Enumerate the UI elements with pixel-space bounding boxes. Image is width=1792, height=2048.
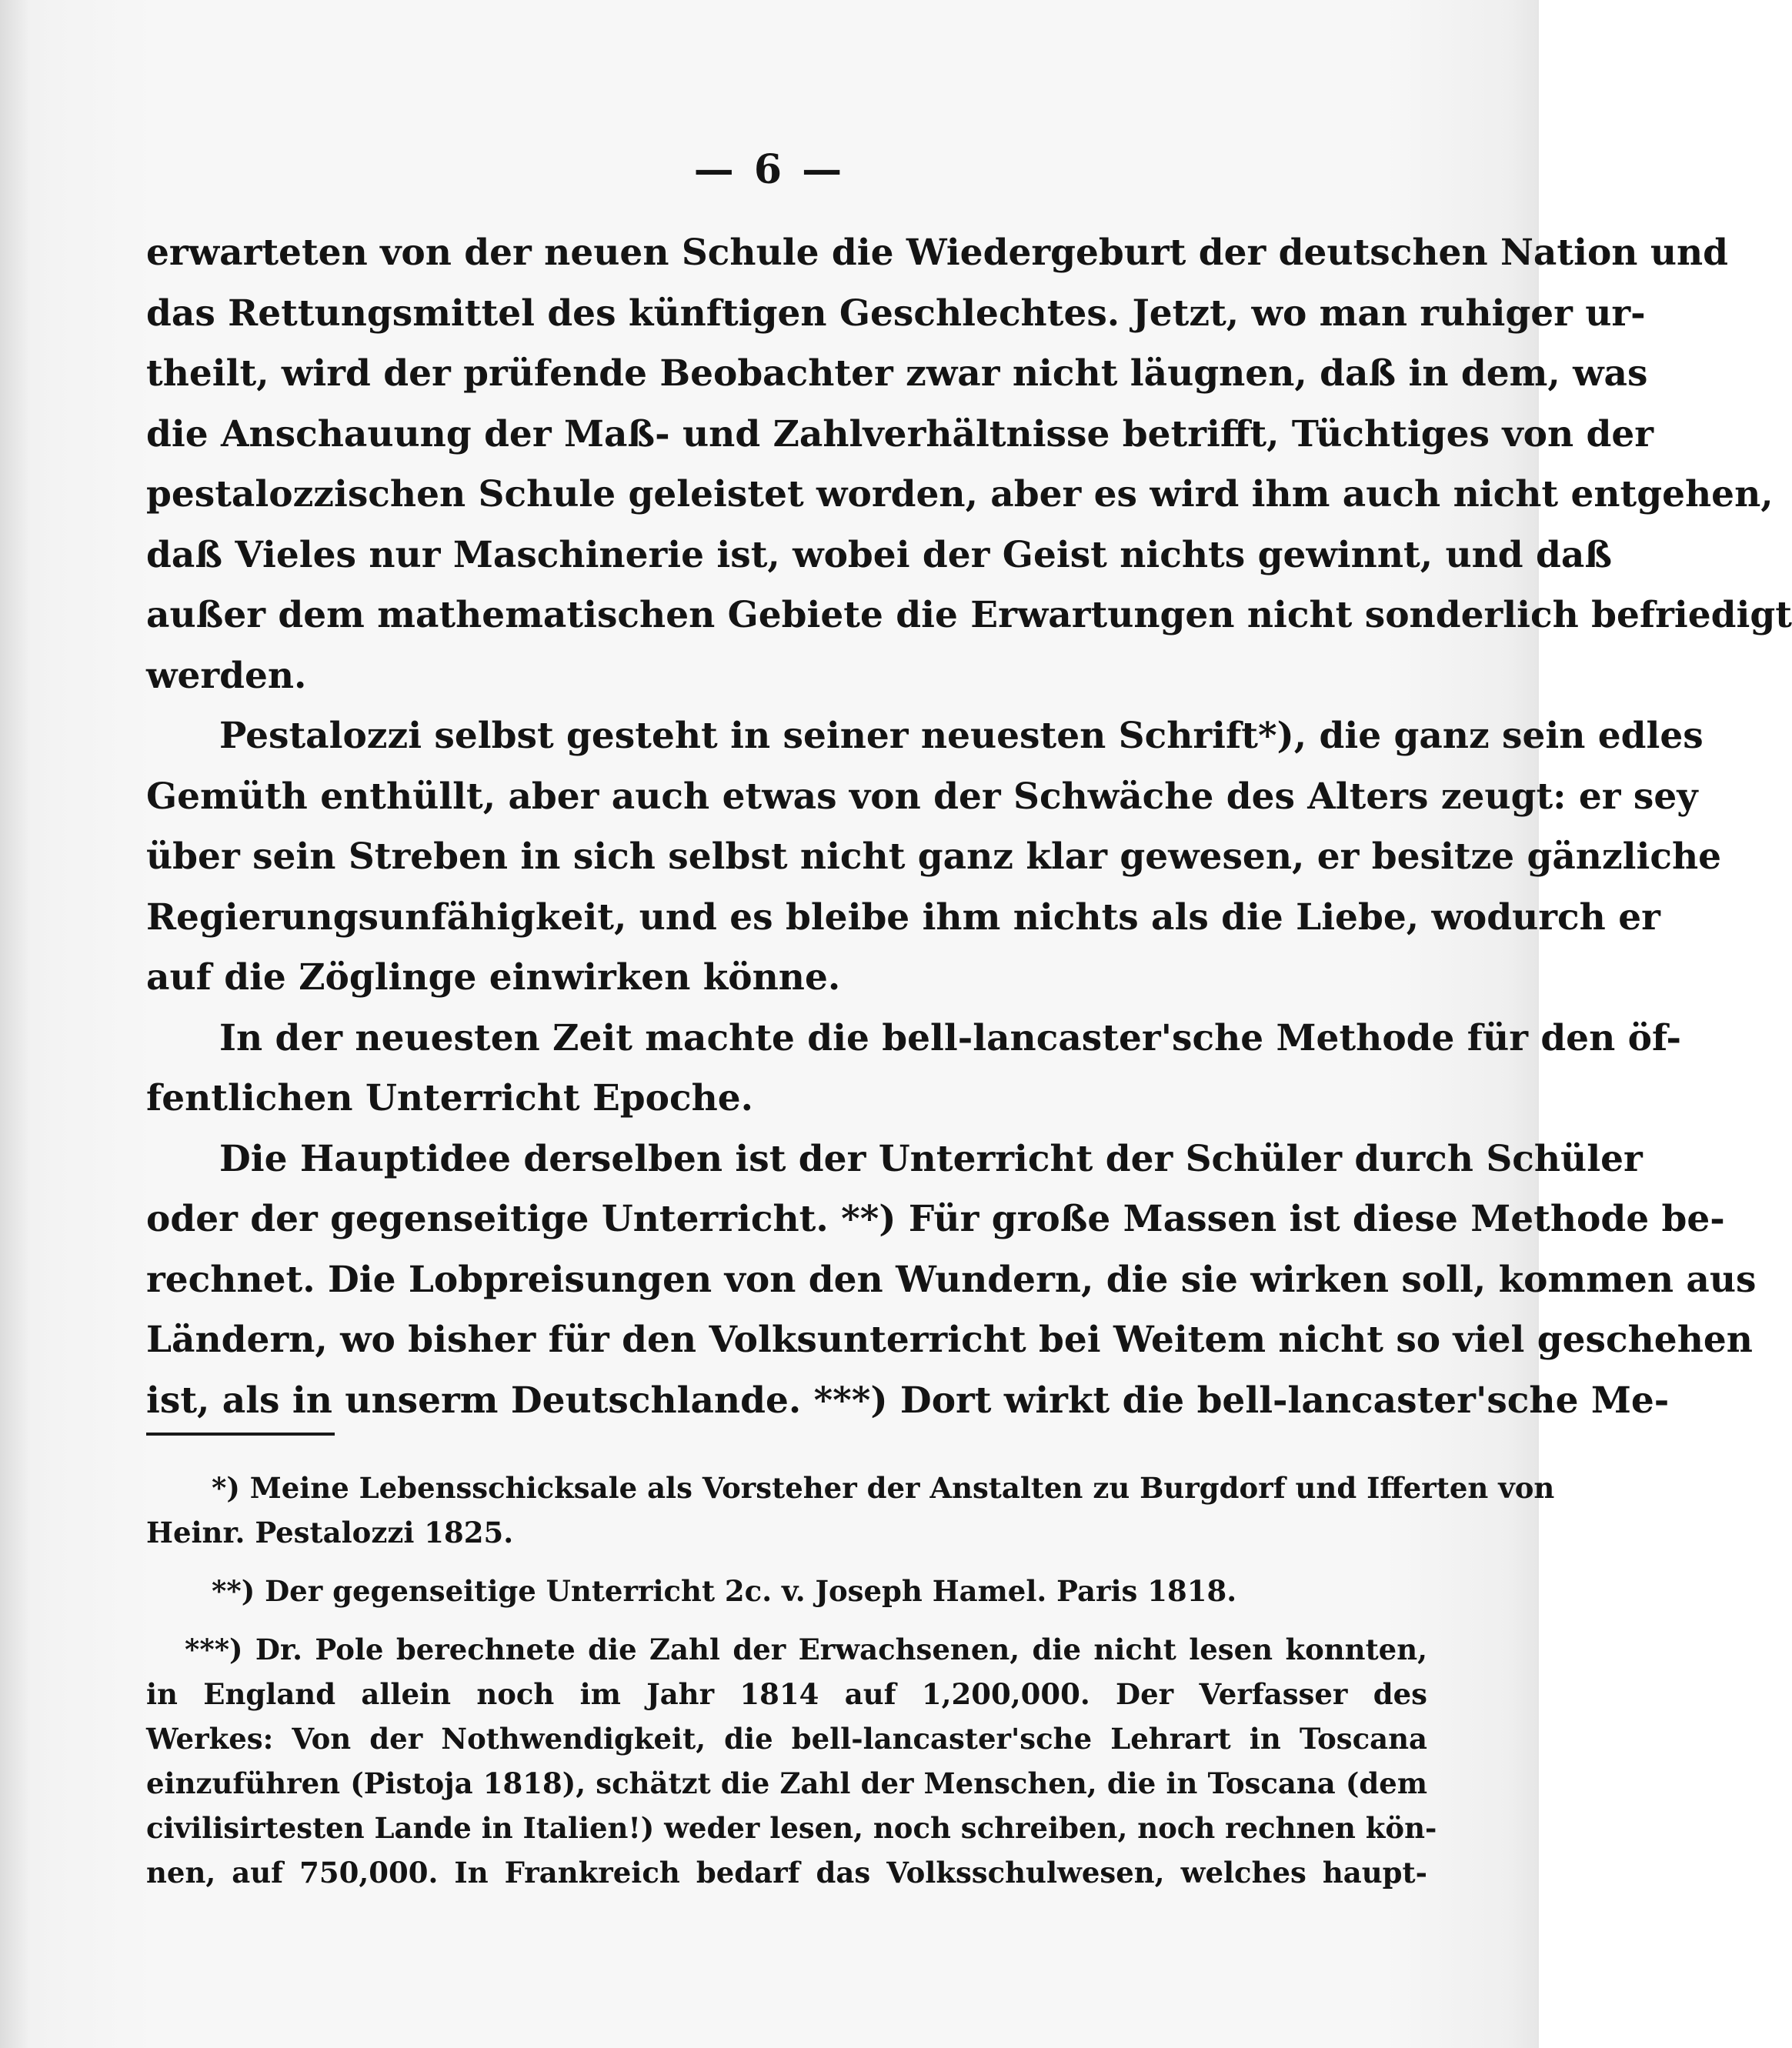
text-line: die Anschauung der Maß- und Zahlverhältnisse betrifft, Tüchtiges von der xyxy=(146,412,1654,455)
text-line: In der neuesten Zeit machte die bell-lancaster'sche Methode für den öf- xyxy=(219,1016,1682,1059)
footnote-line: Heinr. Pestalozzi 1825. xyxy=(146,1516,514,1549)
footnote xyxy=(146,1627,1437,1895)
text-line: Pestalozzi selbst gesteht in seiner neuesten Schrift*), die ganz sein edles xyxy=(219,715,1704,757)
footnote-line: ***) Dr. Pole berechnete die Zahl der Erwachsenen, die nicht lesen konnten, xyxy=(185,1633,1427,1666)
text-line: Gemüth enthüllt, aber auch etwas von der Schwäche des Alters zeugt: er sey xyxy=(146,775,1698,818)
paragraph xyxy=(146,1129,1757,1432)
footnotes xyxy=(146,1466,1555,1909)
footnote-line: einzuführen (Pistoja 1818), schätzt die Zahl der Menschen, die in Toscana (dem xyxy=(146,1766,1427,1800)
text-line: daß Vieles nur Maschinerie ist, wobei der Geist nichts gewinnt, und daß xyxy=(146,533,1613,576)
text-line: Ländern, wo bisher für den Volksunterricht bei Weitem nicht so viel geschehen xyxy=(146,1319,1753,1361)
text-line: werden. xyxy=(146,654,307,697)
text-line: auf die Zöglinge einwirken könne. xyxy=(146,956,841,999)
text-line: pestalozzischen Schule geleistet worden, aber es wird ihm auch nicht entgehen, xyxy=(146,473,1774,515)
paragraph xyxy=(146,223,1792,706)
text-line: Die Hauptidee derselben ist der Unterricht der Schüler durch Schüler xyxy=(219,1137,1643,1180)
footnote-divider xyxy=(146,1433,335,1436)
footnote xyxy=(146,1466,1555,1555)
text-line: rechnet. Die Lobpreisungen von den Wundern, die sie wirken soll, kommen aus xyxy=(146,1258,1757,1301)
page-number: — 6 — xyxy=(693,146,846,193)
footnote-line: *) Meine Lebensschicksale als Vorsteher der Anstalten zu Burgdorf und Ifferten von xyxy=(212,1471,1555,1505)
footnote-line: Werkes: Von der Nothwendigkeit, die bell-lancaster'sche Lehrart in Toscana xyxy=(146,1722,1427,1756)
text-line: außer dem mathematischen Gebiete die Erwartungen nicht sonderlich befriedigt xyxy=(146,594,1792,636)
footnote-line: in England allein noch im Jahr 1814 auf 1,200,000. Der Verfasser des xyxy=(146,1677,1427,1711)
text-line: fentlichen Unterricht Epoche. xyxy=(146,1077,754,1119)
text-line: über sein Streben in sich selbst nicht ganz klar gewesen, er besitze gänzliche xyxy=(146,836,1722,878)
body-text xyxy=(146,223,1792,1431)
paragraph xyxy=(146,706,1722,1009)
text-line: Regierungsunfähigkeit, und es bleibe ihm nichts als die Liebe, wodurch er xyxy=(146,896,1660,939)
text-line: theilt, wird der prüfende Beobachter zwar nicht läugnen, daß in dem, was xyxy=(146,352,1648,395)
text-line: erwarteten von der neuen Schule die Wiedergeburt der deutschen Nation und xyxy=(146,232,1729,274)
text-line: ist, als in unserm Deutschlande. ***) Dort wirkt die bell-lancaster'sche Me- xyxy=(146,1379,1670,1422)
footnote-line: **) Der gegenseitige Unterricht 2c. v. Joseph Hamel. Paris 1818. xyxy=(212,1574,1237,1608)
footnote-line: civilisirtesten Lande in Italien!) weder lesen, noch schreiben, noch rechnen kön- xyxy=(146,1811,1437,1845)
paragraph xyxy=(146,1009,1682,1129)
footnote xyxy=(146,1569,1427,1613)
text-line: oder der gegenseitige Unterricht. **) Für große Massen ist diese Methode be- xyxy=(146,1198,1725,1240)
text-line: das Rettungsmittel des künftigen Geschlechtes. Jetzt, wo man ruhiger ur- xyxy=(146,292,1646,335)
footnote-line: nen, auf 750,000. In Frankreich bedarf das Volksschulwesen, welches haupt- xyxy=(146,1856,1427,1890)
